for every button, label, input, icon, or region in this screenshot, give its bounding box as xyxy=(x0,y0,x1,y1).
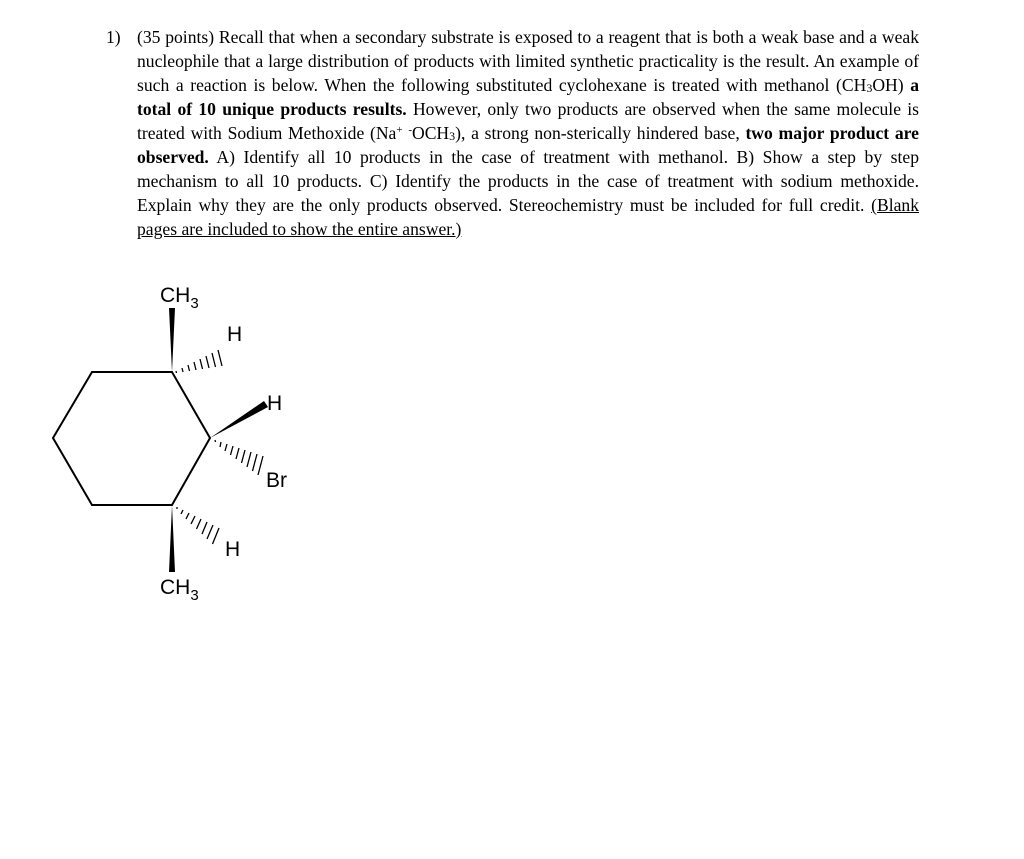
text-strong-base: ), a strong non-sterically hindered base, xyxy=(455,123,746,143)
subscript-3: 3 xyxy=(866,81,873,95)
hash-bond-bottom xyxy=(177,507,219,544)
hash-bond-top xyxy=(176,350,222,373)
wedge-bond-top xyxy=(169,308,175,372)
bold-two-products: two major product are observed. xyxy=(137,123,919,167)
subscript-3: 3 xyxy=(449,129,456,143)
hydrogen-bottom-label: H xyxy=(225,538,241,561)
wedge-bond-middle xyxy=(210,401,268,438)
hash-bond-br xyxy=(215,440,263,475)
text-methanol-close: OH) xyxy=(872,75,911,95)
bromine-label: Br xyxy=(266,469,287,492)
cyclohexane-ring xyxy=(53,372,210,505)
methyl-bottom-label: $CH_3$ xyxy=(160,576,199,604)
hydrogen-middle-label: H xyxy=(267,392,283,415)
text-och: OCH xyxy=(411,123,450,143)
question-number: 1) xyxy=(106,27,121,47)
text-sodium-methoxide: However, only two products are observed when the same molecule is treated with Sodium Methoxide (Na xyxy=(137,99,920,143)
methyl-top-label: $CH_3$ xyxy=(160,284,199,312)
question-points: (35 points) xyxy=(137,27,215,47)
text-instructions: A) Identify all 10 products in the case of treatment with methanol. B) Show a step by step mechanism to all 10 products. C) Identify the products in the case of treatment with sodium methoxide. Explain why they are the only products observed. Stereochemistry must be included for full credit. xyxy=(137,147,919,215)
text-intro: Recall that when a secondary substrate is exposed to a reagent that is both a weak base and a weak nucleophile that a large distribution of products with limited synthetic practicality is the result. An example of such a reaction is below. When the following substituted cyclohexane is treated with methanol (CH xyxy=(137,27,919,95)
hydrogen-top-label: H xyxy=(227,323,243,346)
superscript-plus: + xyxy=(396,124,403,136)
wedge-bond-bottom xyxy=(169,505,175,572)
superscript-minus: - xyxy=(408,124,412,136)
blank-pages-note: (Blank pages are included to show the entire answer.) xyxy=(137,195,919,239)
bold-ten-products: a total of 10 unique products results. xyxy=(137,75,919,119)
